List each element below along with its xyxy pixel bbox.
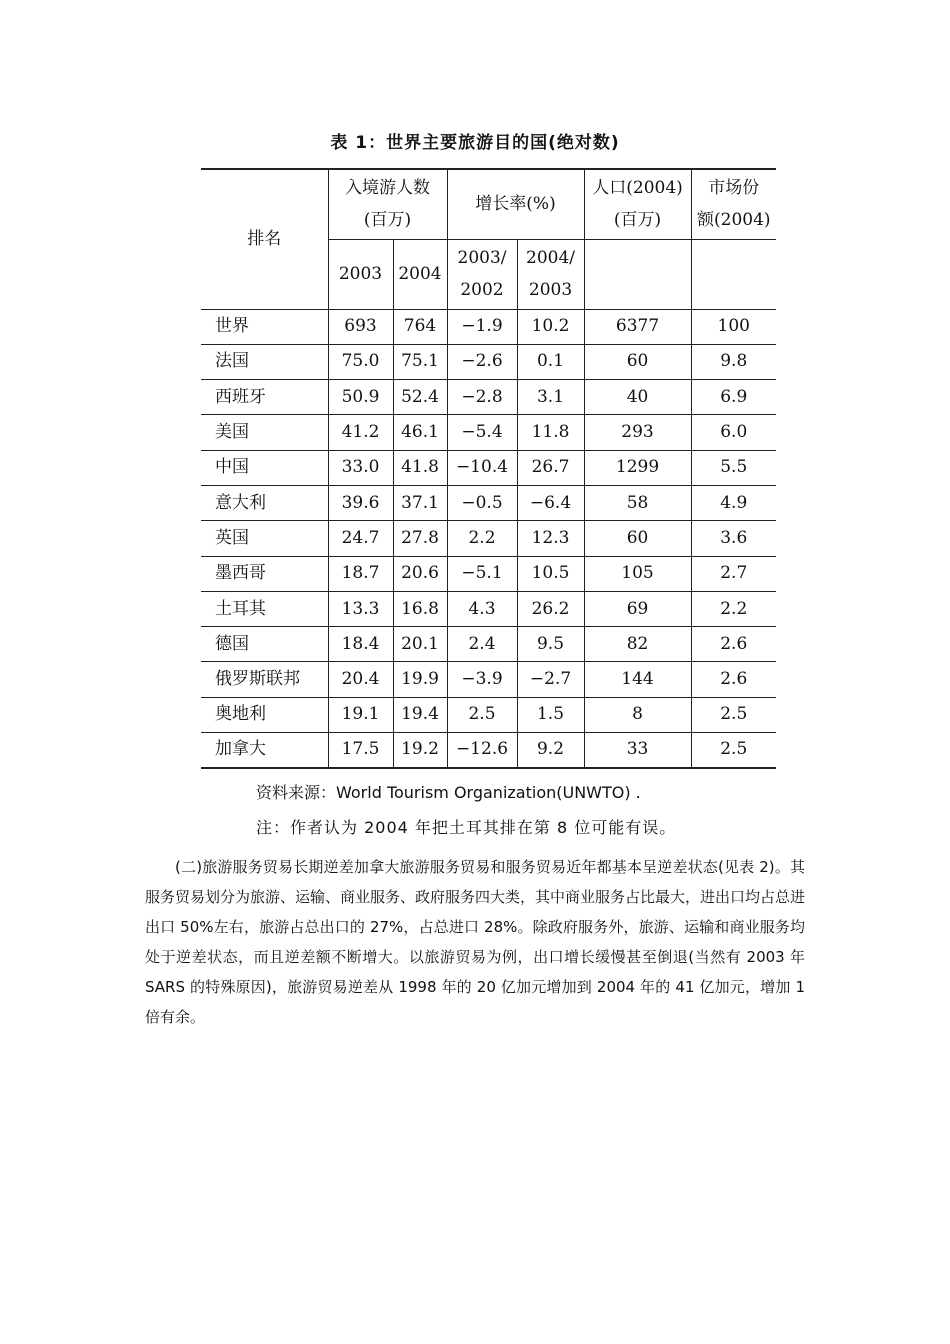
cell-share: 2.5 (691, 697, 776, 732)
cell-a2003: 17.5 (328, 733, 393, 768)
cell-pop: 60 (584, 344, 691, 379)
cell-name: 西班牙 (201, 380, 328, 415)
cell-g1: 2.2 (447, 521, 517, 556)
cell-name: 世界 (201, 309, 328, 344)
header-growth-2004-2003: 2004/ 2003 (517, 239, 584, 309)
header-rank: 排名 (201, 169, 328, 309)
header-growth: 增长率(%) (447, 169, 584, 239)
cell-share: 6.9 (691, 380, 776, 415)
cell-g1: 4.3 (447, 591, 517, 626)
cell-pop: 60 (584, 521, 691, 556)
cell-a2004: 46.1 (393, 415, 447, 450)
cell-pop: 58 (584, 485, 691, 520)
cell-a2003: 50.9 (328, 380, 393, 415)
table-row (201, 733, 776, 768)
cell-name: 法国 (201, 344, 328, 379)
cell-share: 9.8 (691, 344, 776, 379)
cell-pop: 69 (584, 591, 691, 626)
table-row (201, 309, 776, 344)
tourism-table (201, 168, 776, 769)
cell-share: 4.9 (691, 485, 776, 520)
cell-a2003: 693 (328, 309, 393, 344)
cell-pop: 6377 (584, 309, 691, 344)
cell-g2: −6.4 (517, 485, 584, 520)
cell-g1: −3.9 (447, 662, 517, 697)
table-row (201, 450, 776, 485)
cell-pop: 144 (584, 662, 691, 697)
cell-g1: −1.9 (447, 309, 517, 344)
cell-g1: −10.4 (447, 450, 517, 485)
cell-g2: 11.8 (517, 415, 584, 450)
cell-a2003: 75.0 (328, 344, 393, 379)
cell-pop: 40 (584, 380, 691, 415)
cell-g2: 9.5 (517, 627, 584, 662)
cell-g1: −5.1 (447, 556, 517, 591)
table-row (201, 344, 776, 379)
cell-share: 3.6 (691, 521, 776, 556)
cell-g2: 10.2 (517, 309, 584, 344)
table-row (201, 521, 776, 556)
cell-a2004: 41.8 (393, 450, 447, 485)
cell-a2003: 18.4 (328, 627, 393, 662)
cell-name: 中国 (201, 450, 328, 485)
table-row (201, 485, 776, 520)
cell-g2: 3.1 (517, 380, 584, 415)
cell-g2: 26.2 (517, 591, 584, 626)
cell-pop: 105 (584, 556, 691, 591)
header-growth-2003-2002: 2003/ 2002 (447, 239, 517, 309)
cell-g1: −0.5 (447, 485, 517, 520)
cell-g2: 0.1 (517, 344, 584, 379)
cell-g1: 2.4 (447, 627, 517, 662)
cell-a2004: 764 (393, 309, 447, 344)
cell-a2003: 19.1 (328, 697, 393, 732)
cell-a2004: 27.8 (393, 521, 447, 556)
cell-name: 英国 (201, 521, 328, 556)
cell-share: 2.2 (691, 591, 776, 626)
cell-a2004: 52.4 (393, 380, 447, 415)
body-paragraph: (二)旅游服务贸易长期逆差加拿大旅游服务贸易和服务贸易近年都基本呈逆差状态(见表 2)。其服务贸易划分为旅游、运输、商业服务、政府服务四大类，其中商业服务占比最大，进出口均占总进出口 50%左右，旅游占总出口的 27%，占总进口 28%。除政府服务外，旅游、运输和商业服务均处于逆差状态，而且逆差额不断增大。以旅游贸易为例，出口增长缓慢甚至倒退(当然有 2003 年 SARS 的特殊原因)，旅游贸易逆差从 1998 年的 20 亿加元增加到 2004 年的 41 亿加元，增加 1 倍有余。 (145, 858, 806, 1026)
cell-a2003: 33.0 (328, 450, 393, 485)
note-line: 注：作者认为 2004 年把土耳其排在第 8 位可能有误。 (256, 818, 677, 837)
cell-a2004: 19.4 (393, 697, 447, 732)
cell-g1: −12.6 (447, 733, 517, 768)
source-line: 资料来源：World Tourism Organization(UNWTO) . (256, 783, 641, 802)
cell-name: 土耳其 (201, 591, 328, 626)
header-2003: 2003 (328, 239, 393, 309)
cell-a2003: 41.2 (328, 415, 393, 450)
table-row (201, 415, 776, 450)
cell-pop: 33 (584, 733, 691, 768)
cell-a2003: 18.7 (328, 556, 393, 591)
cell-name: 美国 (201, 415, 328, 450)
cell-share: 2.5 (691, 733, 776, 768)
cell-pop: 8 (584, 697, 691, 732)
cell-a2003: 13.3 (328, 591, 393, 626)
cell-share: 2.6 (691, 662, 776, 697)
cell-share: 2.7 (691, 556, 776, 591)
cell-a2003: 39.6 (328, 485, 393, 520)
cell-g1: 2.5 (447, 697, 517, 732)
cell-name: 奥地利 (201, 697, 328, 732)
cell-a2004: 20.1 (393, 627, 447, 662)
cell-share: 2.6 (691, 627, 776, 662)
table-row (201, 591, 776, 626)
cell-pop: 82 (584, 627, 691, 662)
cell-pop: 293 (584, 415, 691, 450)
cell-a2004: 20.6 (393, 556, 447, 591)
cell-a2003: 20.4 (328, 662, 393, 697)
cell-a2004: 75.1 (393, 344, 447, 379)
cell-share: 6.0 (691, 415, 776, 450)
table-row (201, 697, 776, 732)
header-2004: 2004 (393, 239, 447, 309)
cell-g1: −5.4 (447, 415, 517, 450)
cell-share: 100 (691, 309, 776, 344)
cell-g2: −2.7 (517, 662, 584, 697)
cell-name: 意大利 (201, 485, 328, 520)
cell-g2: 10.5 (517, 556, 584, 591)
table-row (201, 380, 776, 415)
header-share-blank (691, 239, 776, 309)
table-row (201, 627, 776, 662)
cell-g2: 9.2 (517, 733, 584, 768)
cell-a2004: 19.2 (393, 733, 447, 768)
cell-g1: −2.6 (447, 344, 517, 379)
cell-name: 俄罗斯联邦 (201, 662, 328, 697)
header-population: 人口(2004) (百万) (584, 169, 691, 239)
table-row (201, 556, 776, 591)
cell-name: 德国 (201, 627, 328, 662)
cell-a2004: 37.1 (393, 485, 447, 520)
cell-pop: 1299 (584, 450, 691, 485)
cell-a2003: 24.7 (328, 521, 393, 556)
table-title: 表 1：世界主要旅游目的国(绝对数) (330, 133, 620, 153)
cell-g1: −2.8 (447, 380, 517, 415)
cell-a2004: 19.9 (393, 662, 447, 697)
cell-name: 加拿大 (201, 733, 328, 768)
cell-share: 5.5 (691, 450, 776, 485)
table-row (201, 662, 776, 697)
header-population-blank (584, 239, 691, 309)
cell-a2004: 16.8 (393, 591, 447, 626)
cell-g2: 1.5 (517, 697, 584, 732)
header-arrivals: 入境游人数 (百万) (328, 169, 447, 239)
cell-g2: 12.3 (517, 521, 584, 556)
cell-name: 墨西哥 (201, 556, 328, 591)
header-share: 市场份 额(2004) (691, 169, 776, 239)
cell-g2: 26.7 (517, 450, 584, 485)
